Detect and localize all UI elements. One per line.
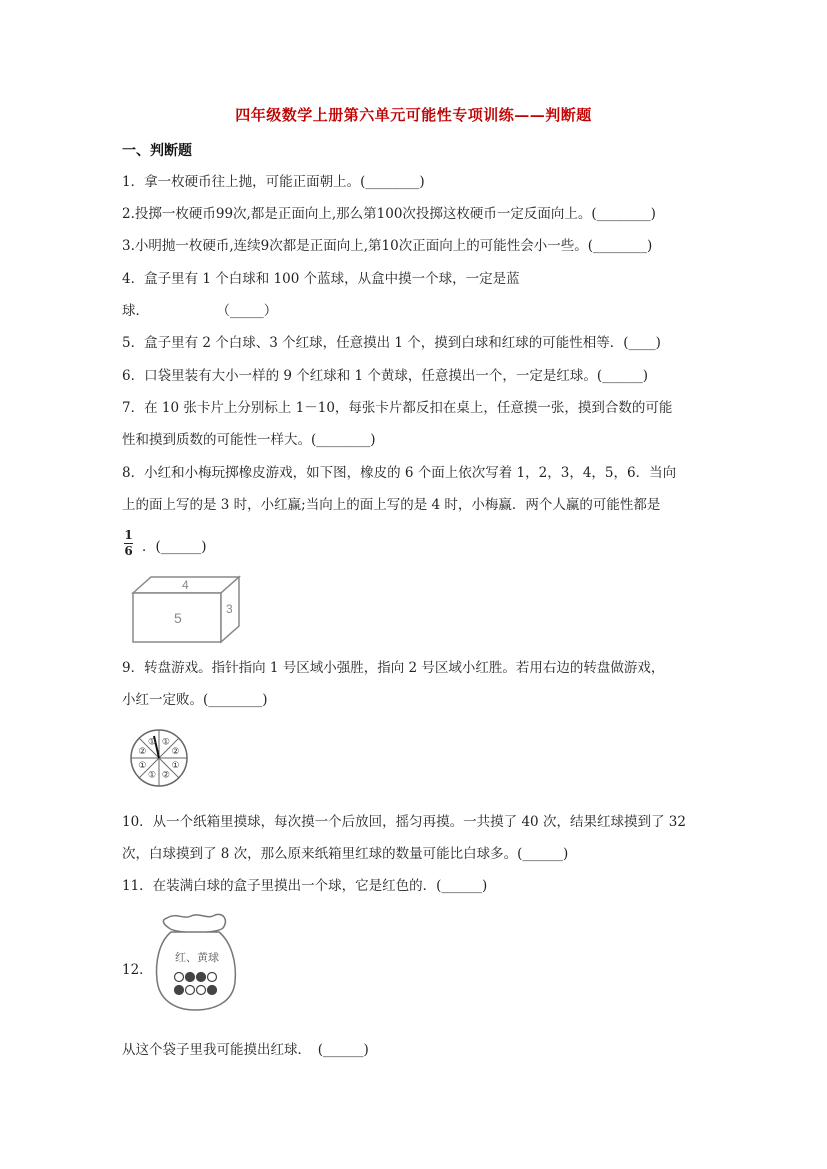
spinner-sector-label: ① (161, 737, 170, 748)
spinner-sector-label: ① (148, 737, 157, 748)
dark-ball (186, 973, 195, 982)
section-heading: 一、判断题 (122, 143, 192, 159)
question-1: 1．拿一枚硬币往上抛，可能正面朝上。(________) (122, 174, 425, 190)
bag-label: 红、黄球 (175, 951, 219, 964)
question-11: 11．在装满白球的盒子里摸出一个球，它是红色的．(______) (122, 878, 488, 894)
question-5: 5．盒子里有 2 个白球、3 个红球，任意摸出 1 个，摸到白球和红球的可能性相等．(____) (122, 335, 661, 351)
white-ball (175, 973, 184, 982)
spinner-sector-label: ② (171, 747, 180, 758)
ball-bag-figure (153, 912, 239, 1014)
page-title: 四年级数学上册第六单元可能性专项训练——判断题 (235, 106, 592, 124)
spinner-sector-label: ② (138, 747, 147, 758)
dark-ball (208, 986, 217, 995)
fraction-denominator: 6 (124, 544, 133, 558)
question-3: 3.小明抛一枚硬币,连续9次都是正面向上,第10次正面向上的可能性会小一些。(________) (122, 238, 653, 254)
question-8-line-2: 上的面上写的是 3 时，小红赢;当向上的面上写的是 4 时，小梅赢．两个人赢的可能性都是 (122, 497, 661, 513)
spinner-sector-label: ① (148, 770, 157, 781)
fraction-numerator: 1 (124, 528, 133, 542)
question-4-line-2: 球． （_____） (122, 303, 278, 319)
spinner-sector-label: ① (138, 760, 147, 771)
question-7-line-1: 7．在 10 张卡片上分别标上 1－10，每张卡片都反扣在桌上，任意摸一张，摸到合数的可能 (122, 400, 673, 416)
white-ball (197, 986, 206, 995)
question-6: 6．口袋里装有大小一样的 9 个红球和 1 个黄球，任意摸出一个，一定是红球。(______) (122, 368, 648, 384)
dark-ball (175, 986, 184, 995)
question-12-number: 12． (122, 962, 153, 978)
question-4-line-1: 4．盒子里有 1 个白球和 100 个蓝球，从盒中摸一个球，一定是蓝 (122, 271, 520, 287)
spinner-figure (129, 728, 189, 788)
question-12-text: 从这个袋子里我可能摸出红球． (______) (122, 1042, 369, 1058)
box-side-label: 3 (226, 602, 233, 616)
fraction-one-sixth (124, 529, 133, 558)
question-8-line-1: 8．小红和小梅玩掷橡皮游戏，如下图，橡皮的 6 个面上依次写着 1，2，3，4，5，6．当向 (122, 465, 677, 481)
question-2: 2.投掷一枚硬币99次,都是正面向上,那么第100次投掷这枚硬币一定反面向上。(________) (122, 206, 656, 222)
question-9-line-2: 小红一定败。(________) (122, 692, 268, 708)
box-front-label: 5 (174, 610, 182, 626)
dark-ball (197, 973, 206, 982)
question-10-line-1: 10．从一个纸箱里摸球，每次摸一个后放回，摇匀再摸。一共摸了 40 次，结果红球摸到了 32 (122, 814, 686, 830)
question-9-line-1: 9．转盘游戏。指针指向 1 号区域小强胜，指向 2 号区域小红胜。若用右边的转盘做游戏， (122, 660, 665, 676)
white-ball (186, 986, 195, 995)
question-10-line-2: 次，白球摸到了 8 次，那么原来纸箱里红球的数量可能比白球多。(______) (122, 846, 569, 862)
question-7-line-2: 性和摸到质数的可能性一样大。(________) (122, 432, 376, 448)
bag-tie (163, 914, 225, 932)
spinner-sector-label: ① (171, 760, 180, 771)
white-ball (208, 973, 217, 982)
box-top-label: 4 (182, 578, 189, 592)
eraser-box-figure (131, 575, 243, 645)
bag-body (157, 932, 236, 1010)
question-8-answer: ．(______) (142, 539, 207, 555)
spinner-sector-label: ② (161, 770, 170, 781)
